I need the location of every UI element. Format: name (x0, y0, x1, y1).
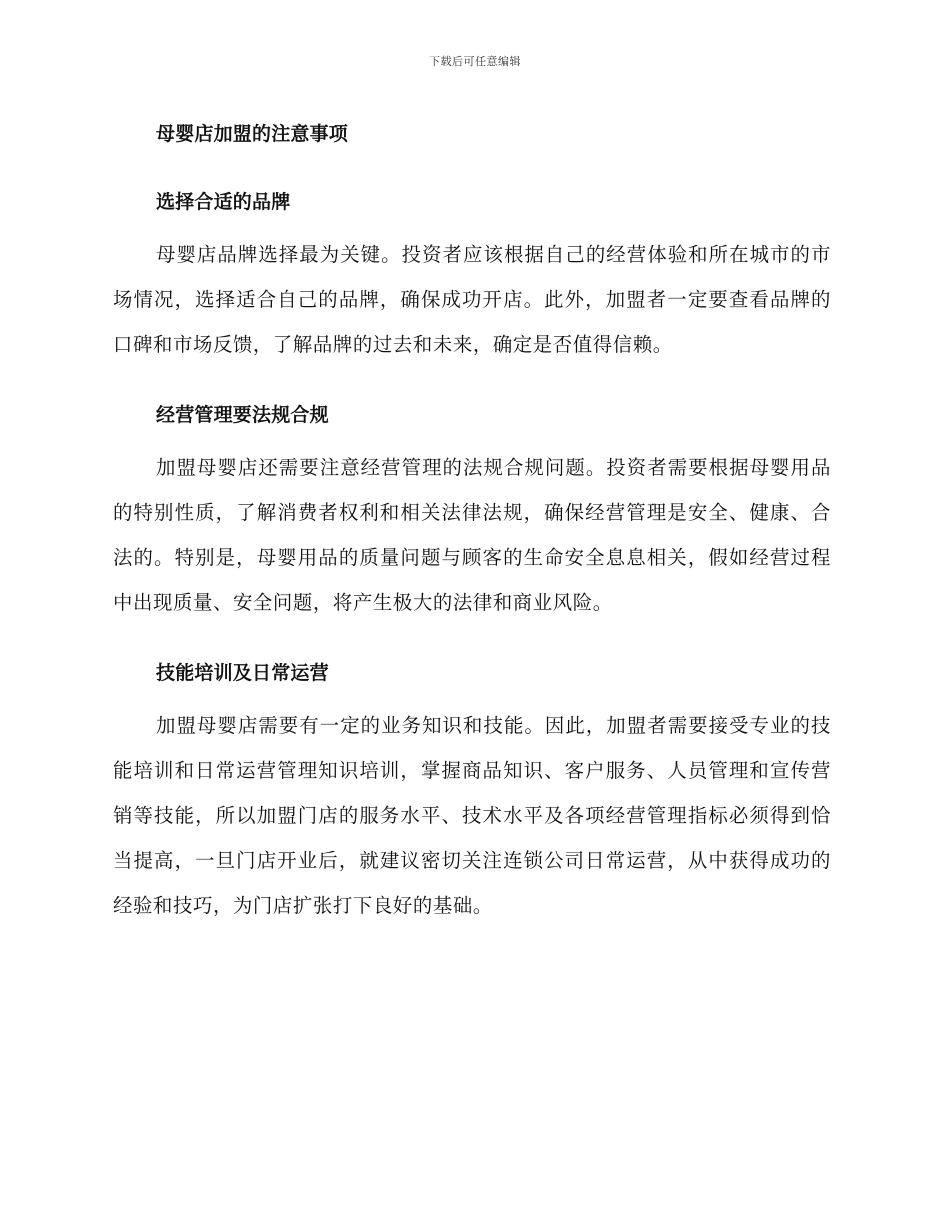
section-heading: 选择合适的品牌 (156, 191, 291, 213)
section-heading: 技能培训及日常运营 (156, 662, 329, 684)
header-note: 下载后可任意编辑 (429, 55, 521, 68)
section-heading: 经营管理要法规合规 (156, 404, 329, 426)
document-title: 母婴店加盟的注意事项 (156, 123, 349, 145)
section-paragraph: 加盟母婴店需要有一定的业务知识和技能。因此，加盟者需要接受专业的技能培训和日常运营管理知识培训，掌握商品知识、客户服务、人员管理和宣传营销等技能，所以加盟门店的服务水平、技术水平及各项经营管理指标必须得到恰当提高，一旦门店开业后，就建议密切关注连锁公司日常运营，从中获得成功的经验和技巧，为门店扩张打下良好的基础。 (113, 714, 831, 917)
section-paragraph: 母婴店品牌选择最为关键。投资者应该根据自己的经营体验和所在城市的市场情况，选择适合自己的品牌，确保成功开店。此外，加盟者一定要查看品牌的口碑和市场反馈，了解品牌的过去和未来，确定是否值得信赖。 (113, 243, 831, 356)
section-paragraph: 加盟母婴店还需要注意经营管理的法规合规问题。投资者需要根据母婴用品的特别性质，了解消费者权利和相关法律法规，确保经营管理是安全、健康、合法的。特别是，母婴用品的质量问题与顾客的生命安全息息相关，假如经营过程中出现质量、安全问题，将产生极大的法律和商业风险。 (113, 456, 831, 614)
document-body (113, 110, 831, 928)
